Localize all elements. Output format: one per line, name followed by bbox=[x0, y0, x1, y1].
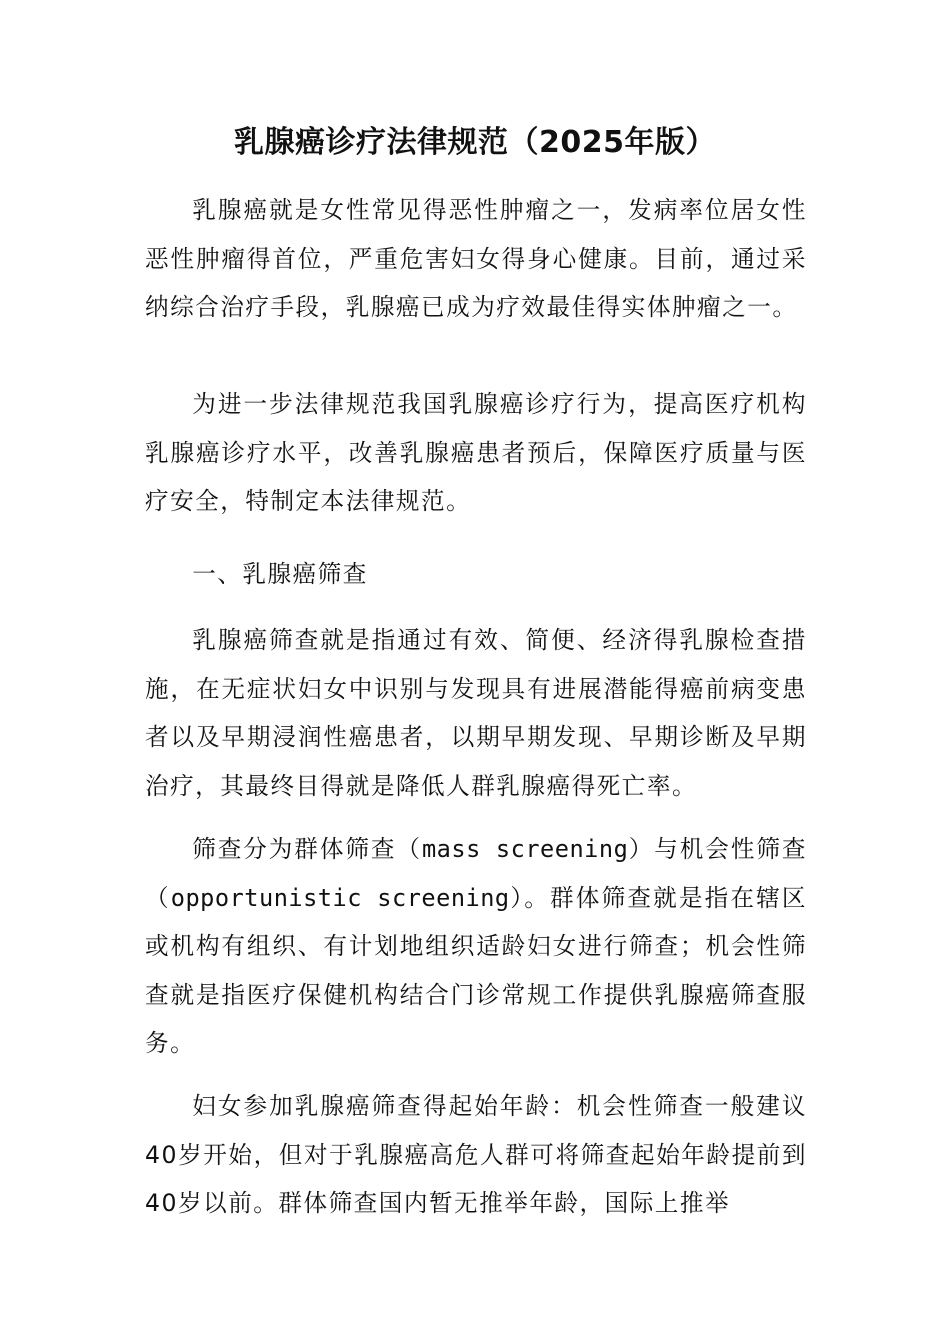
screening-types-paragraph bbox=[145, 825, 807, 1068]
term-mass-screening: mass screening bbox=[421, 835, 629, 863]
screening-age-paragraph: 妇女参加乳腺癌筛查得起始年龄：机会性筛查一般建议40岁开始，但对于乳腺癌高危人群可将筛查起始年龄提前到40岁以前。群体筛查国内暂无推举年龄，国际上推举 bbox=[145, 1092, 807, 1217]
screening-definition-paragraph: 乳腺癌筛查就是指通过有效、简便、经济得乳腺检查措施，在无症状妇女中识别与发现具有进展潜能得癌前病变患者以及早期浸润性癌患者，以期早期发现、早期诊断及早期治疗，其最终目得就是降低人群乳腺癌得死亡率。 bbox=[145, 626, 807, 800]
screening-types-text-3: ）。群体筛查就是指在辖区或机构有组织、有计划地组织适龄妇女进行筛查；机会性筛查就是指医疗保健机构结合门诊常规工作提供乳腺癌筛查服务。 bbox=[145, 883, 808, 1057]
screening-types-text-2: ）与机会性筛查（ bbox=[145, 835, 807, 912]
intro-paragraph: 乳腺癌就是女性常见得恶性肿瘤之一，发病率位居女性恶性肿瘤得首位，严重危害妇女得身心健康。目前，通过采纳综合治疗手段，乳腺癌已成为疗效最佳得实体肿瘤之一。 bbox=[145, 196, 807, 321]
term-opportunistic-screening: opportunistic screening bbox=[170, 883, 510, 912]
purpose-paragraph: 为进一步法律规范我国乳腺癌诊疗行为，提高医疗机构乳腺癌诊疗水平，改善乳腺癌患者预后，保障医疗质量与医疗安全，特制定本法律规范。 bbox=[145, 390, 807, 515]
document-title: 乳腺癌诊疗法律规范（2025年版） bbox=[234, 125, 716, 160]
section-heading-screening: 一、乳腺癌筛查 bbox=[192, 560, 368, 588]
screening-types-text-1: 筛查分为群体筛查（ bbox=[192, 835, 422, 863]
